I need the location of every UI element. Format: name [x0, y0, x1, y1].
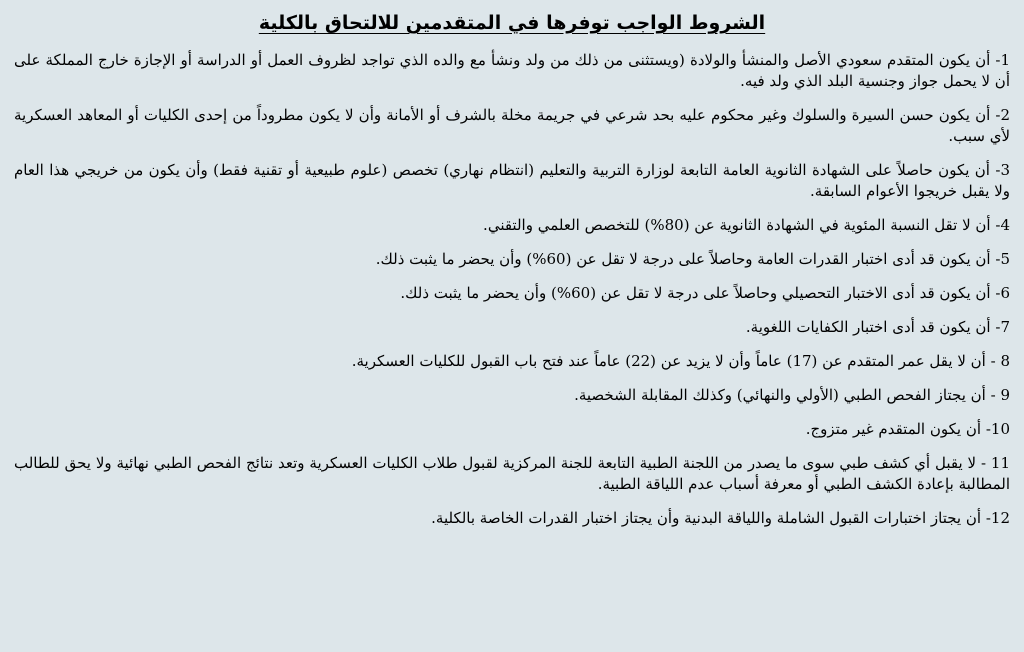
item-number: 2- — [995, 106, 1010, 124]
item-number: 12- — [985, 509, 1010, 527]
condition-item-2 — [14, 105, 1010, 147]
item-number: 10- — [985, 420, 1010, 438]
item-text: أن يكون المتقدم غير متزوج. — [805, 420, 982, 438]
condition-item-7 — [14, 317, 1010, 338]
item-number: 3- — [995, 161, 1010, 179]
condition-item-8 — [14, 351, 1010, 372]
item-number: 4- — [995, 216, 1010, 234]
item-number: 5- — [995, 250, 1010, 268]
condition-item-5 — [14, 249, 1010, 270]
item-number: 1- — [995, 51, 1010, 69]
item-text: أن لا تقل النسبة المئوية في الشهادة الثانوية عن (80%) للتخصص العلمي والتقني. — [483, 216, 991, 234]
item-text: أن يكون حاصلاً على الشهادة الثانوية العامة التابعة لوزارة التربية والتعليم (انتظام نهاري) تخصص (علوم طبيعية أو تقنية فقط) وأن يكون من خريجي هذا العام ولا يقبل خريجوا الأعوام السابقة. — [14, 161, 1010, 200]
item-text: أن يكون حسن السيرة والسلوك وغير محكوم عليه بحد شرعي في جريمة مخلة بالشرف أو الأمانة وأن لا يكون مطروداً من إحدى الكليات أو المعاهد العسكرية لأي سبب. — [14, 106, 1010, 145]
item-text: أن يجتاز اختبارات القبول الشاملة واللياقة البدنية وأن يجتاز اختبار القدرات الخاصة بالكلية. — [431, 509, 982, 527]
condition-item-9 — [14, 385, 1010, 406]
item-number: 9 - — [990, 386, 1010, 404]
condition-item-11 — [14, 453, 1010, 495]
condition-item-10 — [14, 419, 1010, 440]
condition-item-3 — [14, 160, 1010, 202]
condition-item-1 — [14, 50, 1010, 92]
item-text: أن يكون المتقدم سعودي الأصل والمنشأ والولادة (ويستثنى من ذلك من ولد ونشأ مع والده الذي تواجد لظروف العمل أو الدراسة أو الإجازة خارج المملكة على أن لا يحمل جواز وجنسية البلد الذي ولد فيه. — [14, 51, 1010, 90]
item-number: 6- — [995, 284, 1010, 302]
item-text: لا يقبل أي كشف طبي سوى ما يصدر من اللجنة الطبية التابعة للجنة المركزية لقبول طلاب الكليات العسكرية وتعد نتائج الفحص الطبي نهائية ولا يحق للطالب المطالبة بإعادة الكشف الطبي أو معرفة أسباب عدم اللياقة الطبية. — [14, 454, 1010, 493]
item-text: أن لا يقل عمر المتقدم عن (17) عاماً وأن لا يزيد عن (22) عاماً عند فتح باب القبول للكليات العسكرية. — [351, 352, 986, 370]
item-text: أن يكون قد أدى الاختبار التحصيلي وحاصلاً على درجة لا تقل عن (60%) وأن يحضر ما يثبت ذلك. — [400, 284, 991, 302]
item-number: 7- — [995, 318, 1010, 336]
page-title: الشروط الواجب توفرها في المتقدمين للالتحاق بالكلية — [258, 12, 766, 34]
item-number: 11 - — [980, 454, 1010, 472]
item-text: أن يكون قد أدى اختبار القدرات العامة وحاصلاً على درجة لا تقل عن (60%) وأن يحضر ما يثبت ذلك. — [375, 250, 991, 268]
item-text: أن يكون قد أدى اختبار الكفايات اللغوية. — [745, 318, 991, 336]
condition-item-6 — [14, 283, 1010, 304]
condition-item-12 — [14, 508, 1010, 529]
condition-item-4 — [14, 215, 1010, 236]
item-text: أن يجتاز الفحص الطبي (الأولي والنهائي) وكذلك المقابلة الشخصية. — [574, 386, 986, 404]
item-number: 8 - — [990, 352, 1010, 370]
